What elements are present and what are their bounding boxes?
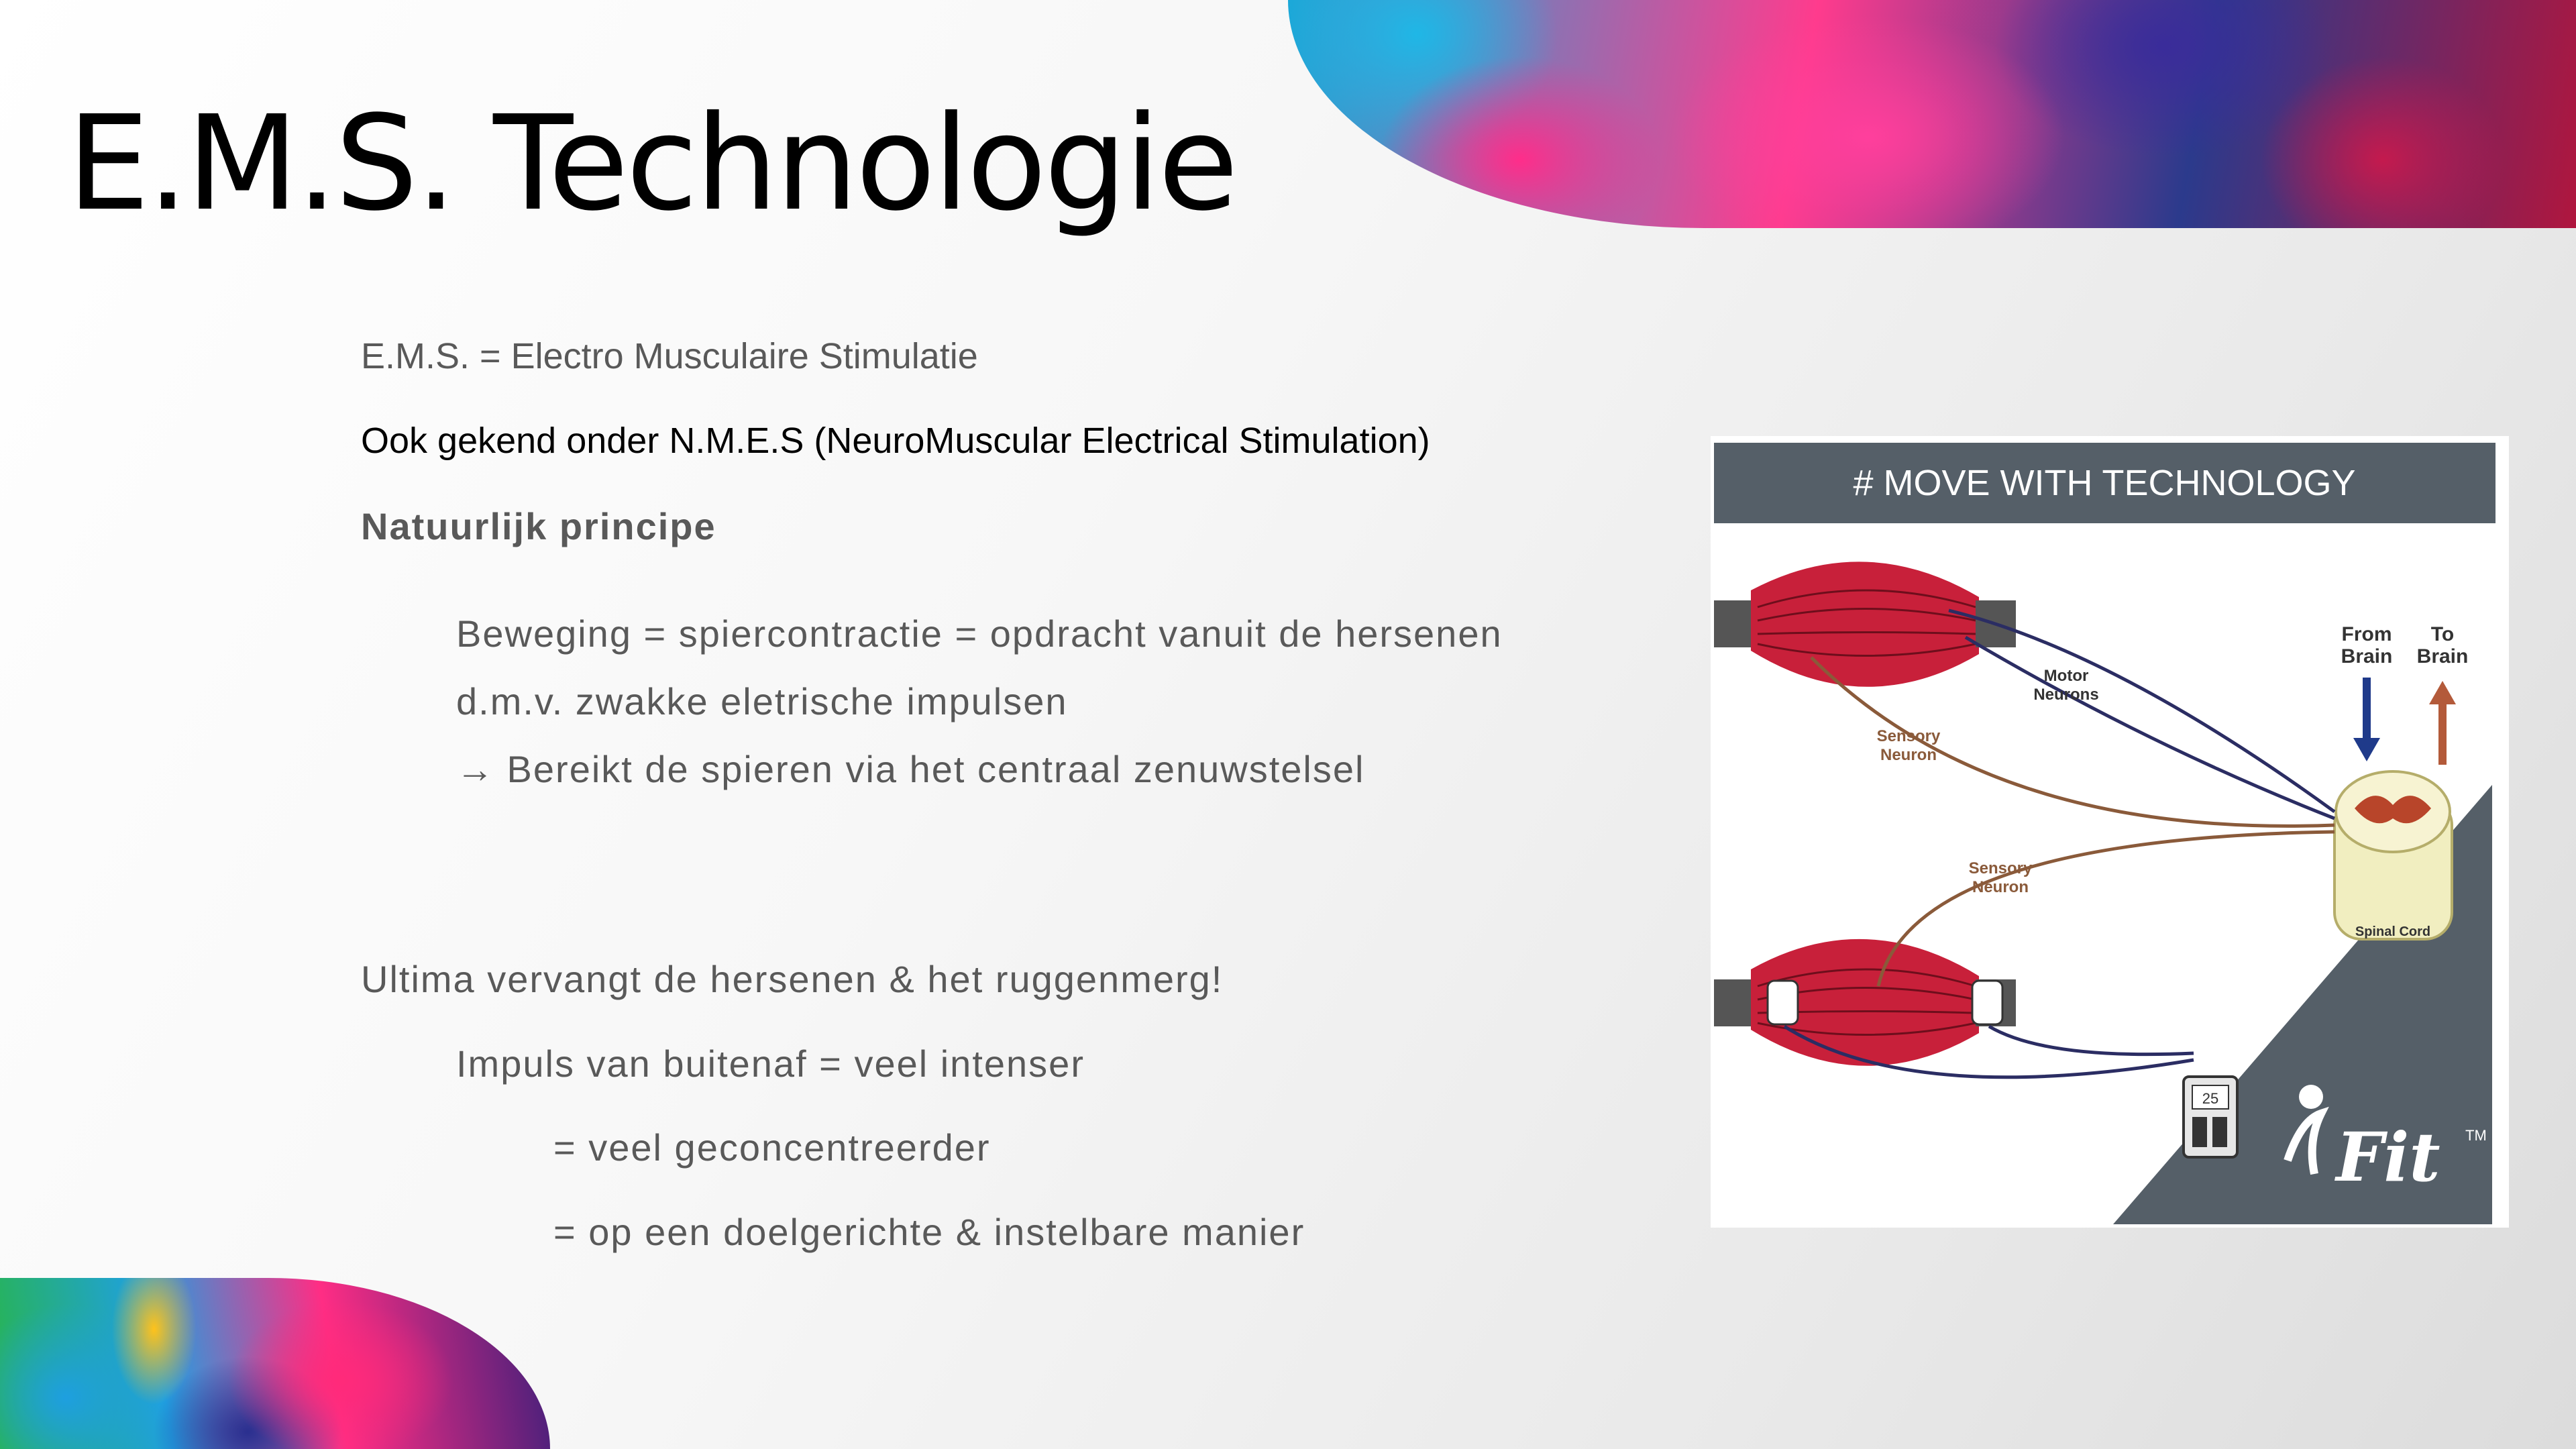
ems-device-display: 25: [2202, 1090, 2219, 1107]
decorative-paint-bottom: [0, 1278, 550, 1449]
from-brain-label-2: Brain: [2341, 645, 2393, 667]
impulses-line: d.m.v. zwakke eletrische impulsen: [456, 680, 1068, 722]
movement-line: Beweging = spiercontractie = opdracht vanuit de hersenen: [456, 612, 1503, 655]
ems-electrode-left: [1768, 981, 1798, 1024]
fit-logo-tm: TM: [2465, 1127, 2487, 1144]
sensory-neuron-2-label-2: Neuron: [1972, 878, 2029, 896]
fit-logo-text: Fit: [2336, 1118, 2440, 1197]
also-known-line: Ook gekend onder N.M.E.S (NeuroMuscular Electrical Stimulation): [361, 421, 1430, 461]
ultima-line: Ultima vervangt de hersenen & het ruggenmerg!: [361, 958, 1224, 1000]
principle-heading: Natuurlijk principe: [361, 505, 716, 547]
to-brain-label-2: Brain: [2416, 645, 2469, 667]
from-brain-label-1: From: [2341, 623, 2392, 645]
reach-line: → Bereikt de spieren via het centraal zenuwstelsel: [456, 748, 1365, 790]
ems-diagram: [1711, 436, 2509, 1228]
sensory-neuron-label-2: Neuron: [1880, 746, 1937, 764]
decorative-paint-top: [1288, 0, 2576, 228]
ems-label: EMS: [2115, 1079, 2151, 1097]
spinal-cord-label: Spinal Cord: [2355, 924, 2431, 939]
motor-neurons-label-2: Neurons: [2033, 686, 2099, 704]
external-impulse-line: Impuls van buitenaf = veel intenser: [456, 1042, 1085, 1085]
spinal-cord: [2334, 771, 2452, 939]
ems-electrode-right: [1972, 981, 2002, 1024]
definition-line: E.M.S. = Electro Musculaire Stimulatie: [361, 336, 978, 376]
concentrated-line: = veel geconcentreerder: [553, 1126, 991, 1169]
to-brain-label-1: To: [2430, 623, 2455, 645]
targeted-line: = op een doelgerichte & instelbare manier: [553, 1211, 1305, 1253]
sensory-neuron-2-label-1: Sensory: [1968, 859, 2033, 877]
slide-title: E.M.S. Technologie: [67, 87, 1236, 239]
motor-neurons-label-1: Motor: [2043, 667, 2089, 685]
diagram-banner-text: # MOVE WITH TECHNOLOGY: [1853, 463, 2356, 503]
ems-device: [2184, 1077, 2237, 1157]
sensory-neuron-label-1: Sensory: [1876, 727, 1941, 745]
